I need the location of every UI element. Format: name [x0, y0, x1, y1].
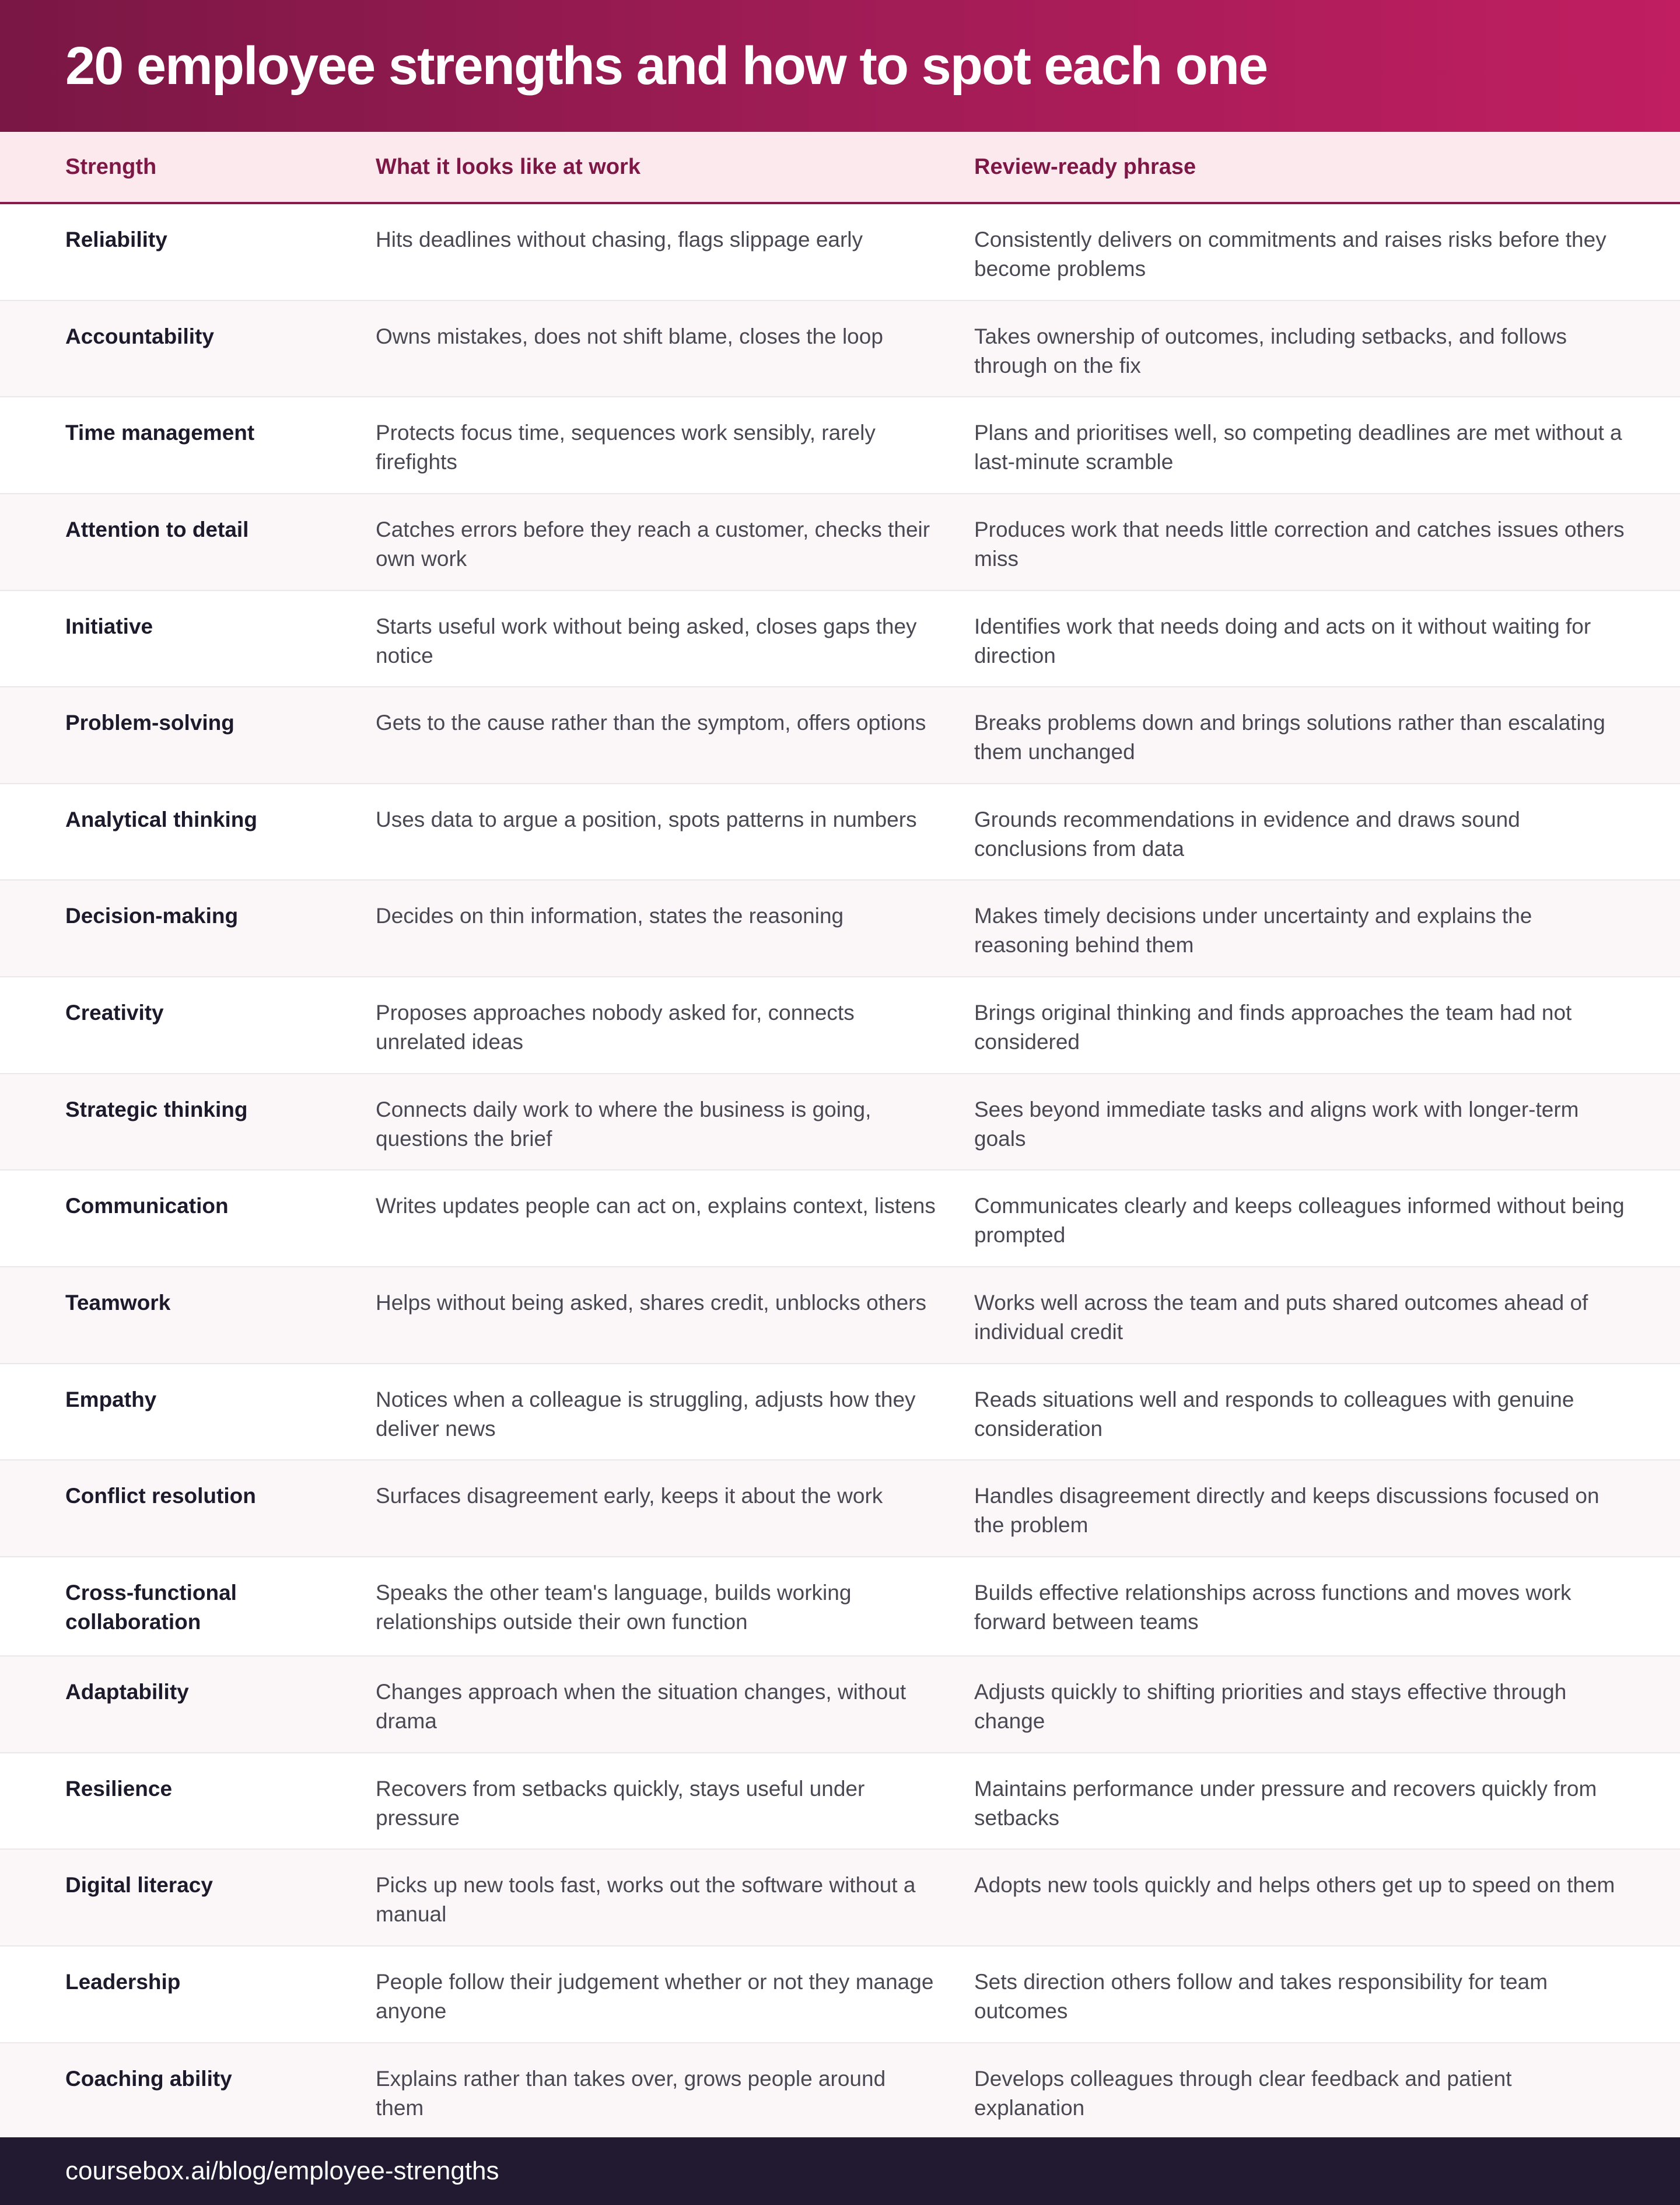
strength-review-phrase: Develops colleagues through clear feedback and patient explanation	[974, 2066, 1512, 2120]
strength-review-phrase: Sets direction others follow and takes responsibility for team outcomes	[974, 1970, 1548, 2024]
strength-name: Creativity	[65, 1001, 164, 1025]
strength-review-phrase: Maintains performance under pressure and recovers quickly from setbacks	[974, 1776, 1597, 1830]
table-row	[0, 1947, 1680, 2043]
strength-review-phrase: Brings original thinking and finds approaches the team had not considered	[974, 1001, 1572, 1054]
strength-review-phrase: Adopts new tools quickly and helps others get up to speed on them	[974, 1873, 1615, 1898]
strength-name: Attention to detail	[65, 517, 249, 541]
table-row	[0, 2043, 1680, 2140]
strength-looks-like: Owns mistakes, does not shift blame, closes the loop	[376, 324, 883, 348]
table-row	[0, 494, 1680, 591]
strength-name: Resilience	[65, 1776, 173, 1801]
strength-looks-like: Gets to the cause rather than the symptom, offers options	[376, 711, 926, 735]
strength-name: Digital literacy	[65, 1873, 213, 1898]
strength-review-phrase: Handles disagreement directly and keeps discussions focused on the problem	[974, 1484, 1600, 1537]
table-row	[0, 1850, 1680, 1947]
table-row	[0, 880, 1680, 977]
column-header-looks-like: What it looks like at work	[376, 155, 640, 179]
table-row	[0, 397, 1680, 494]
strength-looks-like: Recovers from setbacks quickly, stays useful under pressure	[376, 1776, 865, 1830]
table-row	[0, 1753, 1680, 1850]
strength-looks-like: Surfaces disagreement early, keeps it about the work	[376, 1484, 883, 1508]
strength-name: Initiative	[65, 614, 153, 638]
strength-name: Leadership	[65, 1970, 181, 1994]
strength-review-phrase: Produces work that needs little correction and catches issues others miss	[974, 517, 1625, 571]
strength-review-phrase: Communicates clearly and keeps colleagues informed without being prompted	[974, 1194, 1625, 1247]
table-row	[0, 204, 1680, 301]
table-row	[0, 1267, 1680, 1364]
column-header-phrase: Review-ready phrase	[974, 155, 1196, 179]
page-title: 20 employee strengths and how to spot each one	[65, 36, 1268, 96]
strength-name: Strategic thinking	[65, 1097, 248, 1121]
strength-looks-like: Decides on thin information, states the reasoning	[376, 904, 844, 928]
strength-name: Empathy	[65, 1387, 157, 1411]
strength-looks-like: Starts useful work without being asked, closes gaps they notice	[376, 614, 917, 668]
strength-name: Time management	[65, 421, 255, 445]
strength-name: Problem-solving	[65, 711, 235, 735]
table-body	[0, 204, 1680, 2137]
strength-name: Cross-functional collaboration	[65, 1580, 237, 1634]
table-row	[0, 784, 1680, 881]
column-header-strength: Strength	[65, 155, 157, 179]
strength-review-phrase: Identifies work that needs doing and acts on it without waiting for direction	[974, 614, 1591, 668]
strength-review-phrase: Breaks problems down and brings solutions rather than escalating them unchanged	[974, 711, 1605, 764]
strength-name: Decision-making	[65, 904, 239, 928]
strength-name: Conflict resolution	[65, 1484, 256, 1508]
table-row	[0, 1364, 1680, 1461]
table-row	[0, 301, 1680, 398]
strength-review-phrase: Consistently delivers on commitments and raises risks before they become problems	[974, 228, 1606, 281]
table-row	[0, 977, 1680, 1074]
table-row	[0, 687, 1680, 784]
strength-name: Accountability	[65, 324, 214, 348]
table-row	[0, 1170, 1680, 1267]
table-row	[0, 1657, 1680, 1753]
strength-review-phrase: Builds effective relationships across functions and moves work forward between teams	[974, 1580, 1572, 1634]
strength-looks-like: People follow their judgement whether or not they manage anyone	[376, 1970, 934, 2024]
strength-looks-like: Explains rather than takes over, grows people around them	[376, 2066, 886, 2120]
strength-review-phrase: Plans and prioritises well, so competing deadlines are met without a last-minute scramble	[974, 421, 1622, 474]
table-row	[0, 591, 1680, 688]
title-banner	[0, 0, 1680, 132]
footer-bar	[0, 2137, 1680, 2205]
strength-name: Coaching ability	[65, 2066, 232, 2091]
table-row	[0, 1460, 1680, 1557]
source-url: coursebox.ai/blog/employee-strengths	[65, 2157, 499, 2185]
strength-looks-like: Helps without being asked, shares credit, unblocks others	[376, 1291, 927, 1315]
strength-name: Adaptability	[65, 1680, 189, 1704]
strength-looks-like: Changes approach when the situation changes, without drama	[376, 1680, 907, 1734]
strength-looks-like: Protects focus time, sequences work sensibly, rarely firefights	[376, 421, 876, 474]
strength-looks-like: Notices when a colleague is struggling, adjusts how they deliver news	[376, 1387, 916, 1441]
strength-review-phrase: Adjusts quickly to shifting priorities and stays effective through change	[974, 1680, 1567, 1734]
strength-review-phrase: Grounds recommendations in evidence and draws sound conclusions from data	[974, 807, 1520, 861]
table-row	[0, 1557, 1680, 1657]
table-header	[0, 132, 1680, 204]
strength-looks-like: Picks up new tools fast, works out the software without a manual	[376, 1873, 916, 1927]
strength-looks-like: Writes updates people can act on, explains context, listens	[376, 1194, 936, 1218]
strength-name: Reliability	[65, 228, 167, 251]
strength-name: Analytical thinking	[65, 807, 257, 831]
strength-looks-like: Connects daily work to where the business is going, questions the brief	[376, 1097, 872, 1151]
table-row	[0, 1074, 1680, 1171]
strength-looks-like: Proposes approaches nobody asked for, connects unrelated ideas	[376, 1001, 855, 1054]
strength-looks-like: Uses data to argue a position, spots patterns in numbers	[376, 807, 917, 831]
strength-review-phrase: Makes timely decisions under uncertainty and explains the reasoning behind them	[974, 904, 1532, 958]
strength-review-phrase: Works well across the team and puts shared outcomes ahead of individual credit	[974, 1291, 1588, 1344]
strength-looks-like: Catches errors before they reach a customer, checks their own work	[376, 517, 930, 571]
strength-looks-like: Hits deadlines without chasing, flags slippage early	[376, 228, 863, 251]
strength-review-phrase: Takes ownership of outcomes, including setbacks, and follows through on the fix	[974, 324, 1567, 378]
strength-review-phrase: Reads situations well and responds to colleagues with genuine consideration	[974, 1387, 1574, 1441]
strength-review-phrase: Sees beyond immediate tasks and aligns work with longer-term goals	[974, 1097, 1579, 1151]
strength-name: Communication	[65, 1194, 229, 1218]
strength-looks-like: Speaks the other team's language, builds working relationships outside their own function	[376, 1580, 852, 1634]
strength-name: Teamwork	[65, 1291, 171, 1315]
